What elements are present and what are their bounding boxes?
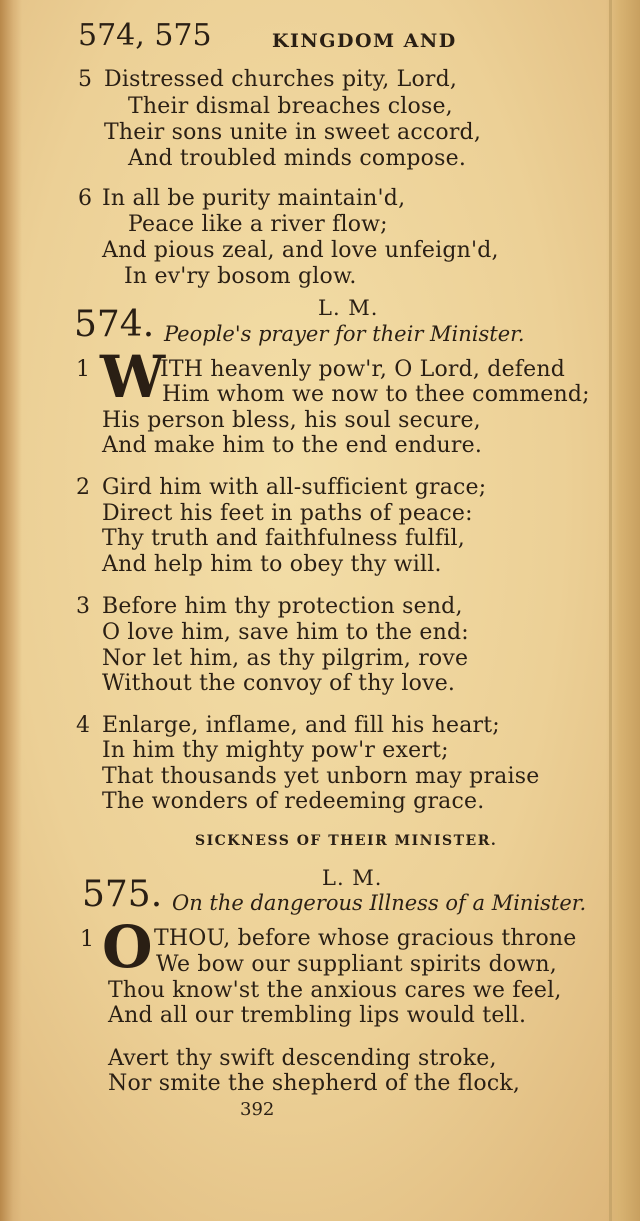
verse-number: 1 — [76, 357, 90, 382]
drop-cap: O — [102, 913, 153, 981]
hymn-number: 574. — [74, 304, 155, 345]
hymn-line: Thy truth and faithfulness fulfil, — [102, 526, 465, 551]
verse-number: 5 — [78, 67, 92, 92]
verse-number: 6 — [78, 186, 92, 211]
hymn-subtitle: People's prayer for their Minister. — [164, 322, 525, 346]
hymn-line: In all be purity maintain'd, — [102, 186, 406, 211]
hymn-meter: L. M. — [318, 296, 379, 320]
hymn-line: Thou know'st the anxious cares we feel, — [108, 978, 562, 1003]
hymn-line: Avert thy swift descending stroke, — [108, 1046, 497, 1071]
hymn-line: That thousands yet unborn may praise — [102, 764, 540, 789]
hymn-line: Without the convoy of thy love. — [102, 671, 456, 696]
hymn-line: And troubled minds compose. — [128, 146, 467, 171]
verse-number: 2 — [76, 475, 90, 500]
drop-cap: W — [100, 343, 166, 411]
hymn-line: Nor smite the shepherd of the flock, — [108, 1071, 521, 1096]
hymn-line: In him thy mighty pow'r exert; — [102, 738, 449, 763]
hymn-line: Distressed churches pity, Lord, — [104, 67, 458, 92]
hymn-line: Nor let him, as thy pilgrim, rove — [102, 646, 469, 671]
hymn-line: THOU, before whose gracious throne — [154, 926, 577, 951]
running-header-title: KINGDOM AND — [272, 30, 457, 52]
hymn-line: O love him, save him to the end: — [102, 620, 469, 645]
verse-number: 3 — [76, 594, 90, 619]
hymn-line: Their sons unite in sweet accord, — [104, 120, 482, 145]
verse-number: 1 — [80, 927, 94, 952]
section-heading: SICKNESS OF THEIR MINISTER. — [195, 833, 498, 849]
hymn-line: And help him to obey thy will. — [102, 552, 442, 577]
hymn-line: Direct his feet in paths of peace: — [102, 501, 473, 526]
hymn-subtitle: On the dangerous Illness of a Minister. — [172, 891, 587, 915]
hymn-line: Before him thy protection send, — [102, 594, 463, 619]
hymn-line: The wonders of redeeming grace. — [102, 789, 485, 814]
hymn-line: And make him to the end endure. — [102, 433, 483, 458]
page-number: 392 — [240, 1099, 275, 1120]
hymn-line: Him whom we now to thee commend; — [162, 382, 590, 407]
hymn-line: We bow our suppliant spirits down, — [156, 952, 557, 977]
hymn-line: And pious zeal, and love unfeign'd, — [102, 238, 499, 263]
page-spine-shadow — [0, 0, 22, 1221]
hymn-line: Enlarge, inflame, and fill his heart; — [102, 713, 500, 738]
hymn-number: 575. — [82, 874, 163, 915]
hymn-meter: L. M. — [322, 866, 383, 890]
hymn-line: ITH heavenly pow'r, O Lord, defend — [160, 357, 566, 382]
hymn-line: And all our trembling lips would tell. — [108, 1003, 527, 1028]
page-edge-line — [609, 0, 612, 1221]
hymn-line: His person bless, his soul secure, — [102, 408, 481, 433]
hymn-line: Gird him with all-sufficient grace; — [102, 475, 487, 500]
hymn-line: Their dismal breaches close, — [128, 94, 453, 119]
hymn-line: In ev'ry bosom glow. — [124, 264, 357, 289]
hymn-line: Peace like a river flow; — [128, 212, 388, 237]
running-header-numbers: 574, 575 — [78, 18, 212, 53]
verse-number: 4 — [76, 713, 90, 738]
